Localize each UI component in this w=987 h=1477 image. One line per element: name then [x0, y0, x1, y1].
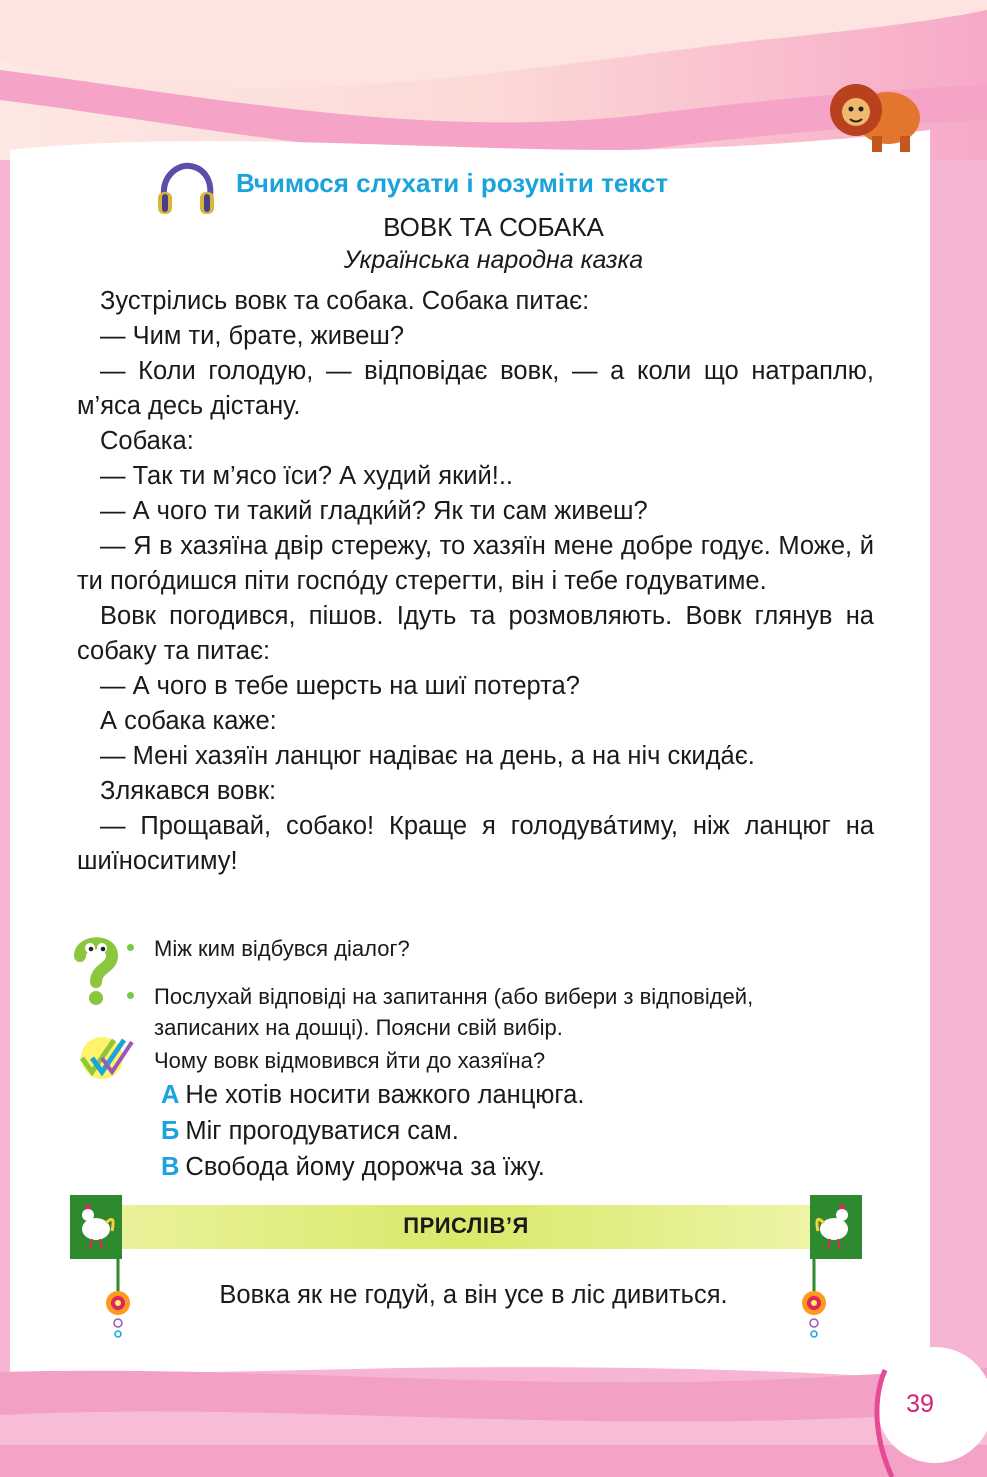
story-paragraph: — А чого ти такий гладки́й? Як ти сам живеш?: [100, 497, 648, 525]
answer-option-a: [161, 1077, 584, 1113]
checkmark-icon: [76, 1032, 134, 1080]
story-paragraph: Вовк погодився, пішов. Ідуть та розмовляють. Вовк глянув на собаку та питає:: [77, 602, 874, 665]
story-paragraph: — Я в хазяїна двір стережу, то хазяїн мене добре годує. Може, й ти пого́дишся піти госпо́ду стерегти, він і тебе годуватиме.: [77, 532, 874, 595]
question-3: Чому вовк відмовився йти до хазяїна?: [154, 1048, 546, 1073]
option-text: Свобода йому дорожча за їжу.: [185, 1153, 545, 1181]
question-2-line-2: записаних на дошці). Поясни свій вибір.: [154, 1015, 563, 1040]
option-text: Не хотів носити важкого ланцюга.: [185, 1081, 585, 1109]
option-letter: В: [161, 1153, 180, 1181]
answer-option-c: [161, 1149, 545, 1185]
story-paragraph: Зустрілись вовк та собака. Собака питає:: [100, 287, 590, 315]
question-mark-icon: [66, 934, 126, 1006]
answer-option-b: [161, 1113, 459, 1149]
question-2-line-1: Послухай відповіді на запитання (або вибери з відповідей,: [154, 984, 754, 1009]
section-title: Вчимося слухати і розуміти текст: [236, 168, 669, 198]
story-paragraph: — Мені хазяїн ланцюг надіває на день, а на ніч скида́є.: [100, 742, 755, 770]
page-number: 39: [906, 1390, 934, 1418]
story-paragraph: — А чого в тебе шерсть на шиї потерта?: [100, 672, 580, 700]
proverb-text: Вовка як не годуй, а він усе в ліс дивиться.: [219, 1281, 728, 1309]
story-paragraph: Злякався вовк:: [100, 777, 277, 805]
story-paragraph: — Так ти м’ясо їси? А худий який!..: [100, 462, 514, 490]
lion-illustration: [826, 66, 922, 154]
story-paragraph: — Чим ти, брате, живеш?: [100, 322, 405, 350]
bullet: [127, 944, 134, 951]
bullet: [127, 992, 134, 999]
story-paragraph: — Коли голодую, — відповідає вовк, — а коли що натраплю, м’яса десь дістану.: [77, 357, 874, 420]
rooster-ornament-right: [794, 1193, 866, 1343]
story-paragraph: А собака каже:: [100, 707, 277, 735]
option-text: Міг прогодуватися сам.: [185, 1117, 459, 1145]
story-paragraph: — Прощавай, собако! Краще я голодува́тиму, ніж ланцюг на шиїноситиму!: [77, 812, 874, 875]
proverbs-label: ПРИСЛІВ’Я: [403, 1213, 529, 1238]
question-1: Між ким відбувся діалог?: [154, 936, 410, 961]
story-paragraph: Собака:: [100, 427, 194, 455]
option-letter: А: [161, 1081, 180, 1109]
rooster-ornament-left: [68, 1193, 130, 1343]
option-letter: Б: [161, 1117, 180, 1145]
story-title: ВОВК ТА СОБАКА: [383, 212, 604, 242]
story-text: [77, 284, 874, 879]
story-subtitle: Українська народна казка: [343, 246, 644, 274]
